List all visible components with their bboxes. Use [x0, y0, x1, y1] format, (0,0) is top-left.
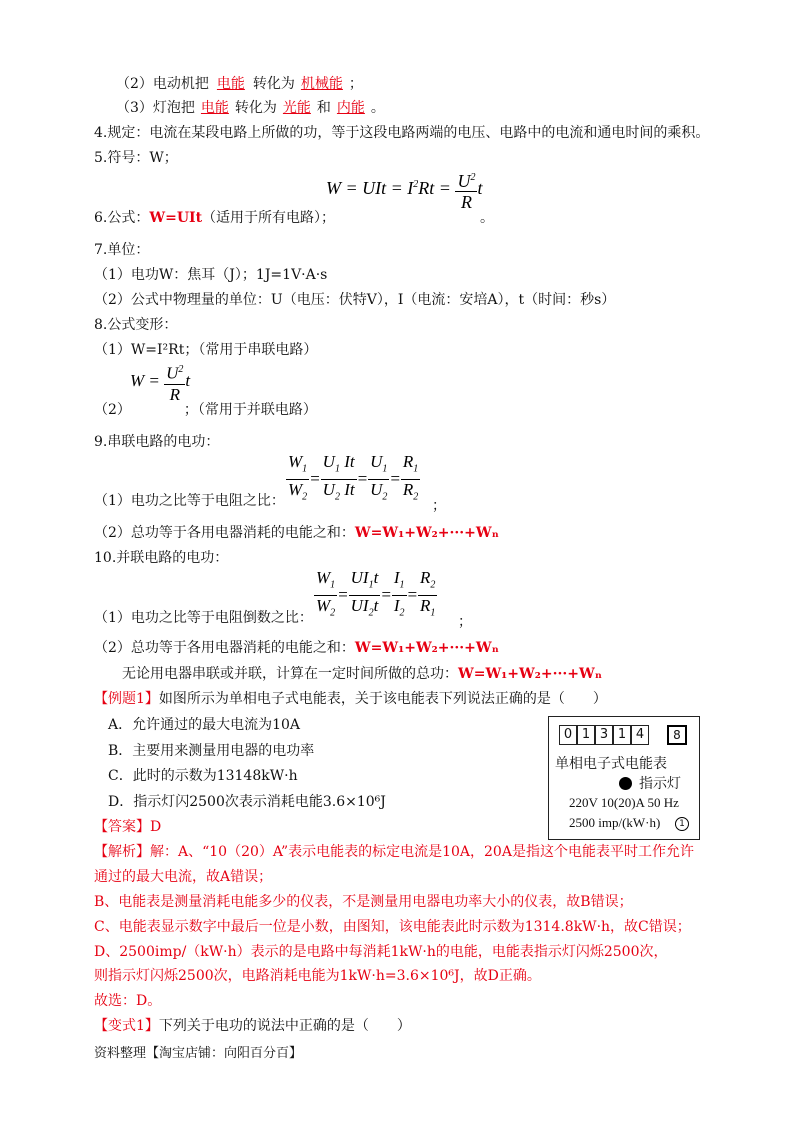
analysis-tag: 【解析】 [94, 844, 150, 860]
total-formula: W=W₁+W₂+···+Wₙ [458, 666, 602, 682]
indicator-dot-icon [619, 777, 632, 790]
series-line-1-end: ； [432, 498, 446, 514]
motor-mid: 转化为 [252, 76, 295, 92]
footer: 资料整理【淘宝店铺：向阳百分百】 [94, 1046, 303, 1061]
symbol-line: 5.符号：W； [94, 150, 178, 166]
motor-pre: （2）电动机把 [116, 76, 209, 92]
total-pre: 无论用电器串联或并联，计算在一定时间所做的总功： [122, 666, 458, 682]
meter-digit: 4 [631, 725, 649, 745]
formula-post: （适用于所有电路）； [202, 210, 336, 226]
parallel-line-1: （1）电功之比等于电阻倒数之比： [94, 610, 313, 626]
option-d: D．指示灯闪2500次表示消耗电能3.6×10⁶J [108, 794, 386, 810]
variant-question [94, 1016, 411, 1036]
bulb-and: 和 [316, 100, 331, 116]
variation-2-post: ；（常用于并联电路） [183, 402, 317, 418]
unit-heading: 7.单位： [94, 242, 150, 258]
electric-meter-figure [548, 716, 700, 840]
variant-tag: 【变式1】 [94, 1018, 159, 1034]
meter-digit: 1 [613, 725, 631, 745]
series-2-pre: （2）总功等于各用电器消耗的电能之和： [94, 525, 355, 541]
series-line-1: （1）电功之比等于电阻之比： [94, 493, 285, 509]
meter-digit: 3 [595, 725, 613, 745]
formula-line [94, 208, 335, 228]
analysis-line-7: 故选：D。 [94, 993, 162, 1009]
analysis-line-1 [94, 842, 694, 862]
series-heading: 9.串联电路的电功： [94, 434, 220, 450]
unit-line-2: （2）公式中物理量的单位：U（电压：伏特V），I（电流：安培A），t（时间：秒s） [94, 292, 616, 308]
analysis-line-4: C、电能表显示数字中最后一位是小数，由图知，该电能表此时示数为1314.8kW·h，故C错误； [94, 919, 691, 935]
example-tag: 【例题1】 [94, 691, 159, 707]
meter-title: 单相电子式电能表 [555, 756, 667, 772]
motor-line [116, 74, 363, 94]
variant-question-text: 下列关于电功的说法中正确的是（ ） [158, 1018, 411, 1034]
variation-line-2 [94, 400, 317, 420]
bulb-mid: 转化为 [234, 100, 277, 116]
meter-digit: 0 [559, 725, 577, 745]
analysis-line-3: B、电能表是测量消耗电能多少的仪表，不是测量用电器电功率大小的仪表，故B错误； [94, 894, 633, 910]
variation-2-pre: （2） [94, 402, 124, 418]
variation-line-1: （1）W=I²Rt；（常用于串联电路） [94, 342, 318, 358]
parallel-line-2 [94, 638, 499, 658]
formula-main: W=UIt [149, 210, 203, 226]
parallel-heading: 10.并联电路的电功： [94, 550, 229, 566]
bulb-value-3: 内能 [336, 100, 365, 116]
rule-line: 4.规定：电流在某段电路上所做的功，等于这段电路两端的电压、电路中的电流和通电时间的乘积。 [94, 125, 710, 141]
phase-symbol-icon: 1 [675, 817, 689, 831]
bulb-pre: （3）灯泡把 [116, 100, 195, 116]
option-c: C．此时的示数为13148kW·h [108, 768, 298, 784]
meter-digit: 1 [577, 725, 595, 745]
option-b: B．主要用来测量用电器的电功率 [108, 743, 315, 759]
example-question-text: 如图所示为单相电子式电能表，关于该电能表下列说法正确的是（ ） [158, 691, 607, 707]
unit-line-1: （1）电功W：焦耳（J）；1J=1V·A·s [94, 267, 328, 283]
series-line-2 [94, 523, 499, 543]
option-a: A．允许通过的最大电流为10A [108, 717, 301, 733]
total-line [122, 664, 602, 684]
meter-decimal-digit: 8 [667, 725, 687, 745]
motor-value-1: 电能 [216, 76, 245, 92]
bulb-value-1: 电能 [200, 100, 229, 116]
analysis-line-5: D、2500imp/（kW·h）表示的是电路中每消耗1kW·h的电能，电能表指示灯闪烁2500次， [94, 944, 668, 960]
parallel-formula: W = $\frac{U^2}{R}$ t [130, 360, 190, 405]
meter-indicator-label: 指示灯 [639, 776, 681, 792]
formula-pre: 6.公式： [94, 210, 150, 226]
parallel-ratio-formula: $\frac{W_1}{W_2}$ = $\frac{UI_1t}{UI_2t}$ = $\frac{I_1}{I_2}$ = $\frac{R_2}{R_1}$ [316, 568, 436, 619]
parallel-2-pre: （2）总功等于各用电器消耗的电能之和： [94, 640, 355, 656]
formula-dot: 。 [480, 210, 494, 226]
analysis-line-6: 则指示灯闪烁2500次，电路消耗电能为1kW·h=3.6×10⁶J，故D正确。 [94, 968, 541, 984]
analysis-line-2: 通过的最大电流，故A错误； [94, 869, 273, 885]
answer-line: 【答案】D [94, 819, 162, 835]
variation-heading: 8.公式变形： [94, 317, 178, 333]
meter-rating: 220V 10(20)A 50 Hz [569, 795, 679, 810]
series-ratio-formula: $\frac{W_1}{W_2}$ = $\frac{U_1 It}{U_2 It}$ = $\frac{U_1}{U_2}$ = $\frac{R_1}{R_2}$ [288, 452, 419, 503]
parallel-line-1-end: ； [458, 614, 472, 630]
meter-imp: 2500 imp/(kW·h) [569, 815, 661, 830]
series-2-formula: W=W₁+W₂+···+Wₙ [354, 525, 499, 541]
bulb-value-2: 光能 [282, 100, 311, 116]
parallel-2-formula: W=W₁+W₂+···+Wₙ [354, 640, 499, 656]
motor-value-2: 机械能 [300, 76, 343, 92]
example-question [94, 689, 607, 709]
analysis-text-1: 解：A、“10（20）A”表示电能表的标定电流是10A，20A是指这个电能表平时工作允许 [150, 844, 694, 860]
work-formula: W = UIt = $I^2Rt$ = $\frac{U^2}{R}$ t [326, 168, 482, 212]
motor-end: ； [348, 76, 363, 92]
bulb-line [116, 98, 385, 118]
bulb-end: 。 [370, 100, 385, 116]
